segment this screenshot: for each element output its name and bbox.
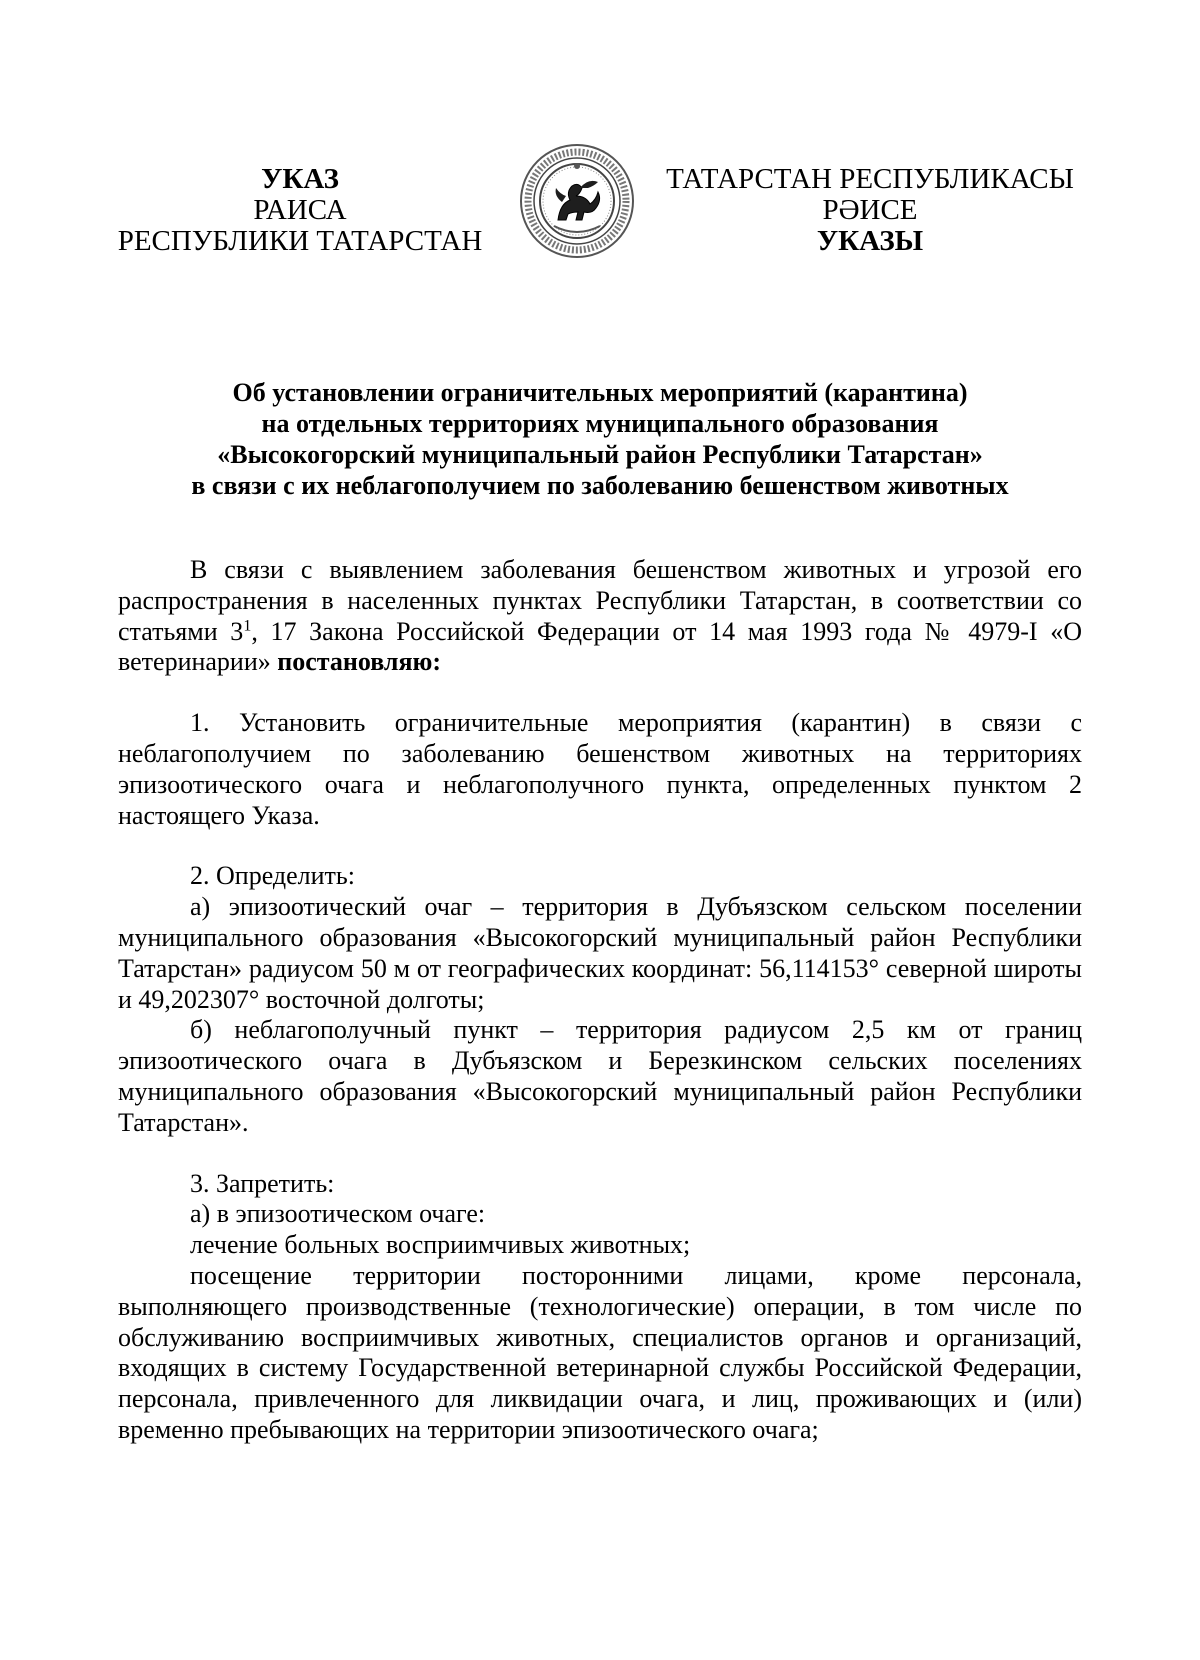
header-left-line1: УКАЗ [261,163,339,195]
item-3-a1: лечение больных восприимчивых животных; [190,1230,691,1260]
title-line1: Об установлении ограничительных мероприятий (карантина) [232,378,968,407]
item-3-heading: 3. Запретить: [190,1168,335,1198]
preamble-resolution: постановляю: [277,647,442,677]
preamble-paragraph [118,555,1082,678]
coat-of-arms-tatarstan-icon [518,142,636,260]
header-right-line2: РӘИСЕ [822,194,918,226]
preamble-text-2: , 17 Закона Российской Федерации от 14 мая 1993 года № 4979-I «О ветеринарии» [118,616,1083,677]
header-right-line3: УКАЗЫ [816,225,924,257]
decree-title [118,377,1082,501]
item-2-a: а) эпизоотический очаг – территория в Дубъязском сельском поселении муниципального образования «Высокогорский муниципальный район Республики Татарстан» радиусом 50 м от географических координат: 56,114153° северной широты и 49,202307° восточной долготы; [118,892,1082,1014]
header-left [110,164,490,257]
header-left-line3: РЕСПУБЛИКИ ТАТАРСТАН [117,225,483,257]
title-line2: на отдельных территориях муниципального образования [261,409,939,438]
header-right [660,164,1080,257]
item-1: 1. Установить ограничительные мероприятия (карантин) в связи с неблагополучием по заболеванию бешенством животных на территориях эпизоотического очага и неблагополучного пункта, определенных пунктом 2 настоящего Указа. [118,708,1082,830]
decree-body [118,555,1082,1446]
item-3-a2: посещение территории посторонними лицами, кроме персонала, выполняющего производственные (технологические) операции, в том числе по обслуживанию восприимчивых животных, специалистов органов и организаций, входящих в систему Государственной ветеринарной службы Российской Федерации, персонала, привлеченного для ликвидации очага, и лиц, проживающих и (или) временно пребывающих на территории эпизоотического очага; [118,1260,1082,1444]
item-2-heading: 2. Определить: [190,861,355,891]
header-left-line2: РАИСА [253,194,347,226]
item-3-a: а) в эпизоотическом очаге: [190,1199,486,1229]
item-2-b: б) неблагополучный пункт – территория радиусом 2,5 км от границ эпизоотического очага в Дубъязском и Березкинском сельских поселениях муниципального образования «Высокогорский муниципальный район Республики Татарстан». [118,1015,1082,1137]
title-line4: в связи с их неблагополучием по заболеванию бешенством животных [191,471,1009,500]
preamble-text-1: В связи с выявлением заболевания бешенством животных и угрозой его распространения в населенных пунктах Республики Татарстан, в соответствии со статьями 3 [118,555,1082,646]
preamble-superscript: 1 [243,616,252,634]
header-right-line1: ТАТАРСТАН РЕСПУБЛИКАСЫ [666,163,1074,195]
title-line3: «Высокогорский муниципальный район Республики Татарстан» [217,440,983,469]
